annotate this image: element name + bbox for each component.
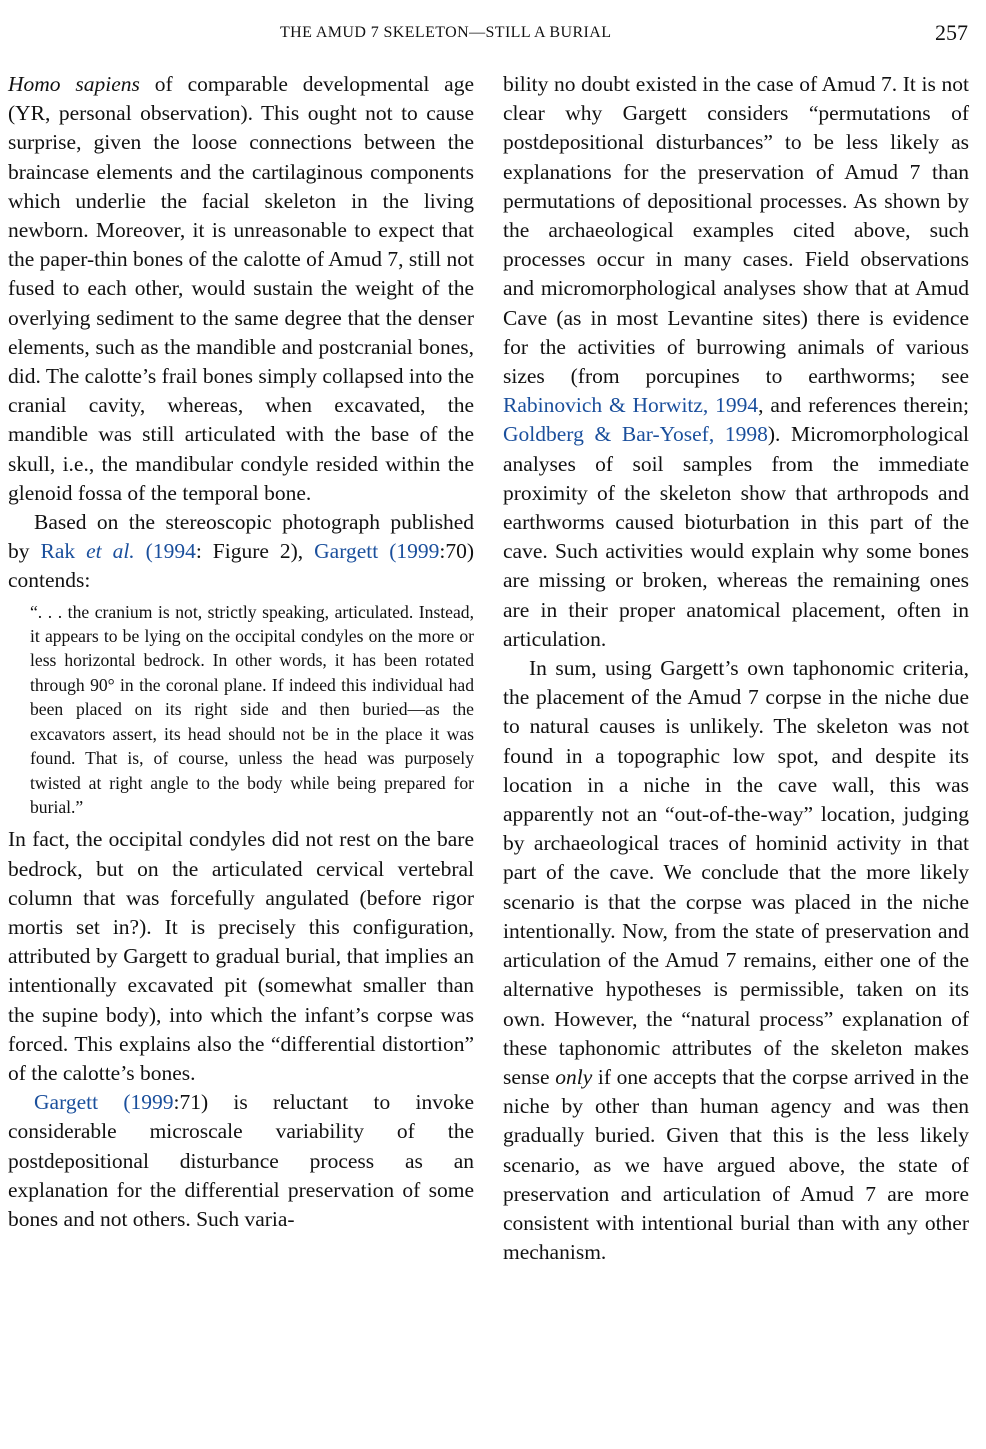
running-title: THE AMUD 7 SKELETON—STILL A BURIAL (280, 24, 612, 41)
page-number: 257 (935, 20, 968, 45)
citation-link-gargett-1999[interactable]: Gargett (1999 (314, 539, 440, 564)
block-quote: “. . . the cranium is not, strictly speaking, articulated. Instead, it appears to be lying on the occipital condyles on the more or less horizontal bedrock. In other words, it has been rotated through 90° in the coronal plane. If indeed this individual had been placed on its right side and then buried—as the excavators assert, its head should not be in the place it was found. That is, of course, unless the head was purposely twisted at right angle to the body while being prepared for burial.” (30, 601, 474, 817)
paragraph: Homo sapiens of comparable developmental age (YR, personal observation). This ought not to cause surprise, given the loose connections between the braincase elements and the cartilaginous components which underlie the facial skeleton in the living newborn. Moreover, it is unreasonable to expect that the paper-thin bones of the calotte of Amud 7, still not fused to each other, would sustain the weight of the overlying sediment to the same degree that the denser elements, such as the mandible and postcranial bones, did. The calotte’s frail bones simply collapsed into the cranial cavity, whereas, when excavated, the mandible was still articulated with the base of the skull, i.e., the mandibular condyle resided within the glenoid fossa of the temporal bone. (8, 72, 474, 505)
species-name: Homo sapiens (8, 72, 140, 96)
right-column (503, 70, 969, 1267)
citation-link-goldberg-bar-yosef-1998[interactable]: Goldberg & Bar-Yosef, 1998 (503, 422, 768, 447)
paragraph: bility no doubt existed in the case of Amud 7. It is not clear why Gargett considers “permutations of postdepositional disturbances” to be less likely as explanations for the preservation of Amud 7 than permutations of depositional processes. As shown by the archaeological examples cited above, such processes occur in many cases. Field observations and micromorphological analyses show that at Amud Cave (as in most Levantine sites) there is evidence for the activities of burrowing animals of various sizes (from porcupines to earthworms; see Rabinovich & Horwitz, 1994, and references therein; Goldberg & Bar-Yosef, 1998). Micromorphological analyses of soil samples from the immediate proximity of the skeleton show that arthropods and earthworms caused bioturbation in this part of the cave. Such activities would explain why some bones are missing or broken, whereas the remaining ones are in their proper anatomical placement, often in articulation. (503, 72, 969, 651)
citation-link-gargett-1999[interactable]: Gargett (1999 (34, 1090, 174, 1115)
paragraph: Gargett (1999:71) is reluctant to invoke considerable microscale variability of the postdepositional disturbance process as an explanation for the differential preservation of some bones and not others. Such varia- (8, 1090, 474, 1231)
paragraph: In sum, using Gargett’s own taphonomic criteria, the placement of the Amud 7 corpse in the niche due to natural causes is unlikely. The skeleton was not found in a topographic low spot, and despite its location in a niche in the cave wall, this was apparently not an “out-of-the-way” location, judging by archaeological traces of hominid activity in that part of the cave. We conclude that the more likely scenario is that the corpse was placed in the niche intentionally. Now, from the state of preservation and articulation of the Amud 7 remains, either one of the alternative hypotheses is permissible, taken on its own. However, the “natural process” explanation of these taphonomic attributes of the skeleton makes sense only if one accepts that the corpse arrived in the niche by other than human agency and was then gradually buried. Given that this is the less likely scenario, as we have argued above, the state of preservation and articulation of Amud 7 are more consistent with intentional burial than with any other mechanism. (503, 656, 969, 1265)
citation-link-rak-1994[interactable]: Rak et al. (1994 (40, 539, 196, 564)
paragraph: Based on the stereoscopic photograph published by Rak et al. (1994: Figure 2), Gargett (1999:70) contends: (8, 510, 474, 593)
left-column (8, 70, 474, 1234)
paragraph: In fact, the occipital condyles did not rest on the bare bedrock, but on the articulated cervical vertebral column that was forcefully angulated (before rigor mortis set in?). It is precisely this configuration, attributed by Gargett to gradual burial, that implies an intentionally excavated pit (somewhat smaller than the supine body), into which the infant’s corpse was forced. This explains also the “differential distortion” of the calotte’s bones. (8, 827, 474, 1085)
emphasis: only (555, 1064, 593, 1089)
citation-link-rabinovich-horwitz-1994[interactable]: Rabinovich & Horwitz, 1994 (503, 393, 759, 418)
page-header (0, 18, 986, 52)
